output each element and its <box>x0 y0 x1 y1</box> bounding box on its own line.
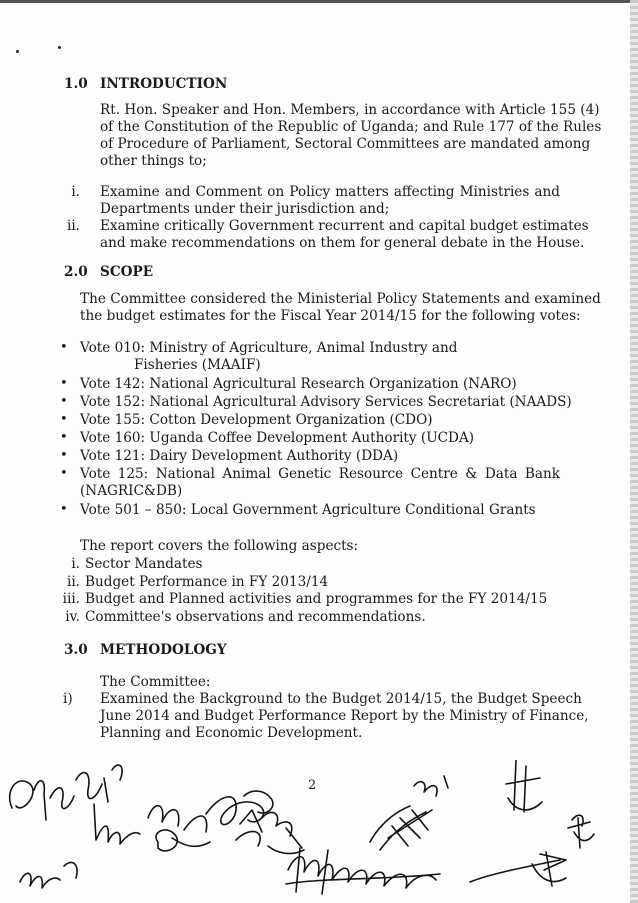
methodology-item-line: Examined the Background to the Budget 2014/15, the Budget Speech <box>100 691 582 707</box>
bullet-icon: • <box>60 466 68 481</box>
bullet-icon: • <box>60 502 68 517</box>
bullet-icon: • <box>60 412 68 427</box>
bullet-icon: • <box>60 430 68 445</box>
aspects-intro: The report covers the following aspects: <box>80 538 359 554</box>
section-number: 3.0 <box>64 642 88 658</box>
signature-11 <box>470 852 566 886</box>
signature-4 <box>148 806 210 851</box>
scan-speck <box>16 50 19 53</box>
vote-item: Vote 010: Ministry of Agriculture, Animal Industry and <box>80 340 458 356</box>
vote-item-continuation: Fisheries (MAAIF) <box>134 357 261 373</box>
page-number: 2 <box>308 778 317 793</box>
committee-signatures <box>0 760 638 903</box>
signature-6 <box>262 812 304 853</box>
methodology-item-line: June 2014 and Budget Performance Report by the Ministry of Finance, <box>100 708 589 724</box>
aspect-item: Budget and Planned activities and programmes for the FY 2014/15 <box>85 591 548 607</box>
bullet-icon: • <box>60 376 68 391</box>
signature-1 <box>10 765 122 820</box>
bullet-icon: • <box>60 448 68 463</box>
scan-top-border <box>0 0 638 3</box>
aspect-item: Budget Performance in FY 2013/14 <box>85 574 329 590</box>
intro-item-line: Examine and Comment on Policy matters affecting Ministries and <box>100 184 560 200</box>
section-heading-methodology: METHODOLOGY <box>100 642 227 658</box>
list-marker: ii. <box>66 218 80 234</box>
aspect-item: Sector Mandates <box>85 556 203 572</box>
list-marker: i) <box>63 691 73 707</box>
signature-2 <box>94 804 140 844</box>
intro-item-line: Examine critically Government recurrent and capital budget estimates <box>100 218 589 234</box>
intro-paragraph-line: of the Constitution of the Republic of Uganda; and Rule 177 of the Rules <box>100 119 602 135</box>
section-heading-introduction: INTRODUCTION <box>100 76 228 92</box>
signature-3 <box>20 862 77 888</box>
section-number: 1.0 <box>64 76 88 92</box>
list-marker: ii. <box>66 574 80 590</box>
signature-8 <box>370 776 448 850</box>
methodology-intro: The Committee: <box>100 674 211 690</box>
vote-item: Vote 160: Uganda Coffee Development Authority (UCDA) <box>80 430 475 446</box>
section-heading-scope: SCOPE <box>100 264 154 280</box>
list-marker: iv. <box>65 609 80 625</box>
methodology-item-line: Planning and Economic Development. <box>100 725 363 741</box>
list-marker: i. <box>71 556 80 572</box>
bullet-icon: • <box>60 394 68 409</box>
signature-7 <box>286 848 440 894</box>
vote-item: Vote 155: Cotton Development Organization (CDO) <box>80 412 433 428</box>
signature-10 <box>568 815 594 848</box>
intro-paragraph-line: Rt. Hon. Speaker and Hon. Members, in accordance with Article 155 (4) <box>100 102 600 118</box>
section-number: 2.0 <box>64 264 88 280</box>
vote-item: Vote 142: National Agricultural Research Organization (NARO) <box>80 376 517 392</box>
intro-paragraph-line: of Procedure of Parliament, Sectoral Committees are mandated among <box>100 136 591 152</box>
signature-9 <box>506 760 542 812</box>
signature-5 <box>206 791 273 846</box>
vote-item: Vote 152: National Agricultural Advisory Services Secretariat (NAADS) <box>80 394 572 410</box>
vote-item: Vote 121: Dairy Development Authority (DDA) <box>80 448 399 464</box>
vote-item: Vote 501 – 850: Local Government Agriculture Conditional Grants <box>80 502 536 518</box>
vote-item: Vote 125: National Animal Genetic Resource Centre & Data Bank <box>80 466 560 482</box>
scope-paragraph-line: The Committee considered the Ministerial Policy Statements and examined <box>80 291 601 307</box>
scan-speck <box>58 46 61 49</box>
scope-paragraph-line: the budget estimates for the Fiscal Year 2014/15 for the following votes: <box>80 308 581 324</box>
intro-item-line: and make recommendations on them for general debate in the House. <box>100 235 585 251</box>
bullet-icon: • <box>60 340 68 355</box>
list-marker: iii. <box>62 591 80 607</box>
aspect-item: Committee's observations and recommendations. <box>85 609 426 625</box>
list-marker: i. <box>71 184 80 200</box>
intro-item-line: Departments under their jurisdiction and; <box>100 201 390 217</box>
vote-item-continuation: (NAGRIC&DB) <box>80 483 183 499</box>
intro-paragraph-line: other things to; <box>100 153 207 169</box>
